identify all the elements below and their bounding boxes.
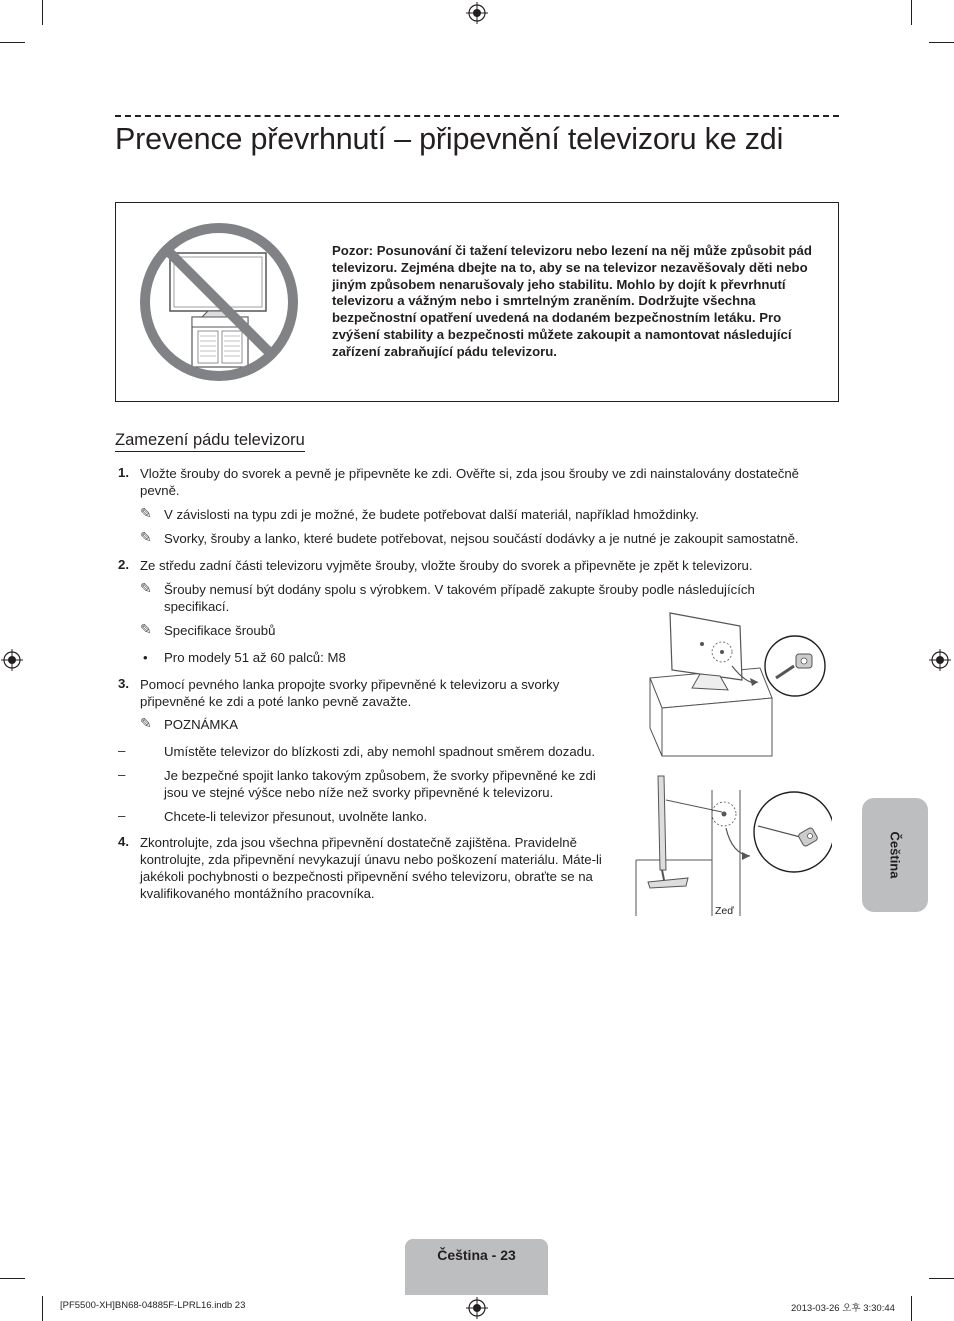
note-pencil-icon: ✎ (140, 715, 152, 731)
crop-mark (42, 0, 43, 25)
crop-mark (929, 42, 954, 43)
step-number: 4. (118, 834, 129, 849)
note-pencil-icon: ✎ (140, 580, 152, 596)
note-pencil-icon: ✎ (140, 621, 152, 637)
registration-mark-icon (929, 649, 951, 671)
dash-text: Umístěte televizor do blízkosti zdi, aby nemohl spadnout směrem dozadu. (164, 744, 596, 759)
step-number: 2. (118, 557, 129, 572)
dash-text: Je bezpečné spojit lanko takovým způsobem, že svorky připevněné ke zdi jsou ve stejné výšce nebo níže než svorky připevněné k televizoru. (164, 768, 596, 800)
section-heading: Zamezení pádu televizoru (115, 431, 305, 452)
crop-mark (42, 1296, 43, 1321)
title-rule (115, 115, 839, 117)
no-tv-climbing-icon (138, 221, 300, 383)
note-text: Šrouby nemusí být dodány spolu s výrobkem. V takovém případě zakupte šrouby podle následujících specifikací. (164, 582, 755, 614)
note-pencil-icon: ✎ (140, 529, 152, 545)
tv-bracket-illustration (640, 608, 830, 760)
crop-mark (911, 1296, 912, 1321)
page-number: Čeština - 23 (437, 1247, 516, 1263)
page-title: Prevence převrhnutí – připevnění televizoru ke zdi (115, 122, 784, 156)
language-side-tab-label: Čeština (887, 831, 903, 879)
dash-marker: – (118, 808, 126, 823)
footer-timestamp: 2013-03-26 오후 3:30:44 (791, 1303, 895, 1314)
step-text: Zkontrolujte, zda jsou všechna připevnění dostatečně zajištěna. Pravidelně kontrolujte, zda připevnění nevykazují únavu nebo poškození materiálu. Máte-li jakékoli pochybnosti o bezpečnosti připevnění svého televizoru, obraťte se na kvalifikovaného montážního pracovníka. (140, 835, 602, 901)
crop-mark (0, 42, 25, 43)
step-text: Vložte šrouby do svorek a pevně je připevněte ke zdi. Ověřte si, zda jsou šrouby ve zdi nainstalovány dostatečně pevně. (140, 466, 800, 498)
step-number: 1. (118, 465, 129, 480)
dash-marker: – (118, 767, 126, 782)
step-text: Pomocí pevného lanka propojte svorky připevněné k televizoru a svorky připevněné ke zdi a poté lanko pevně zavažte. (140, 677, 560, 709)
step-text: Ze středu zadní části televizoru vyjměte šrouby, vložte šrouby do svorek a připevněte je zpět k televizoru. (140, 558, 753, 573)
note-text: Svorky, šrouby a lanko, které budete potřebovat, nejsou součástí dodávky a je nutné je zakoupit samostatně. (164, 531, 799, 546)
language-side-tab (862, 798, 928, 912)
note-text: Specifikace šroubů (164, 623, 276, 638)
bullet-text: Pro modely 51 až 60 palců: M8 (164, 650, 346, 665)
registration-mark-icon (466, 1297, 488, 1319)
note-pencil-icon: ✎ (140, 505, 152, 521)
registration-mark-icon (466, 2, 488, 24)
footer-file-info: [PF5500-XH]BN68-04885F-LPRL16.indb 23 (60, 1300, 246, 1311)
wall-label: Zeď (715, 905, 734, 917)
crop-mark (0, 1278, 25, 1279)
note-label: POZNÁMKA (164, 717, 239, 732)
dash-marker: – (118, 743, 126, 758)
dash-text: Chcete-li televizor přesunout, uvolněte lanko. (164, 809, 428, 824)
crop-mark (929, 1278, 954, 1279)
page-number-tab (405, 1239, 548, 1295)
registration-mark-icon (1, 649, 23, 671)
note-text: V závislosti na typu zdi je možné, že budete potřebovat další materiál, například hmoždinky. (164, 507, 699, 522)
tv-wall-cable-illustration (632, 770, 832, 916)
bullet-dot: • (143, 650, 148, 665)
crop-mark (911, 0, 912, 25)
warning-text: Pozor: Posunování či tažení televizoru nebo lezení na něj může způsobit pád televizoru. Zejména dbejte na to, aby se na televizor nezavěšovaly děti nebo jiným způsobem nenarušovaly jeho stabilitu. Mohlo by dojít k převrhnutí televizoru a vážným nebo i smrtelným zraněním. Dodržujte všechna bezpečnostní opatření uvedená na dodaném bezpečnostním letáku. Pro zvýšení stability a bezpečnosti můžete zakoupit a namontovat následující zařízení zabraňující pádu televizoru. (332, 243, 812, 359)
step-number: 3. (118, 676, 129, 691)
